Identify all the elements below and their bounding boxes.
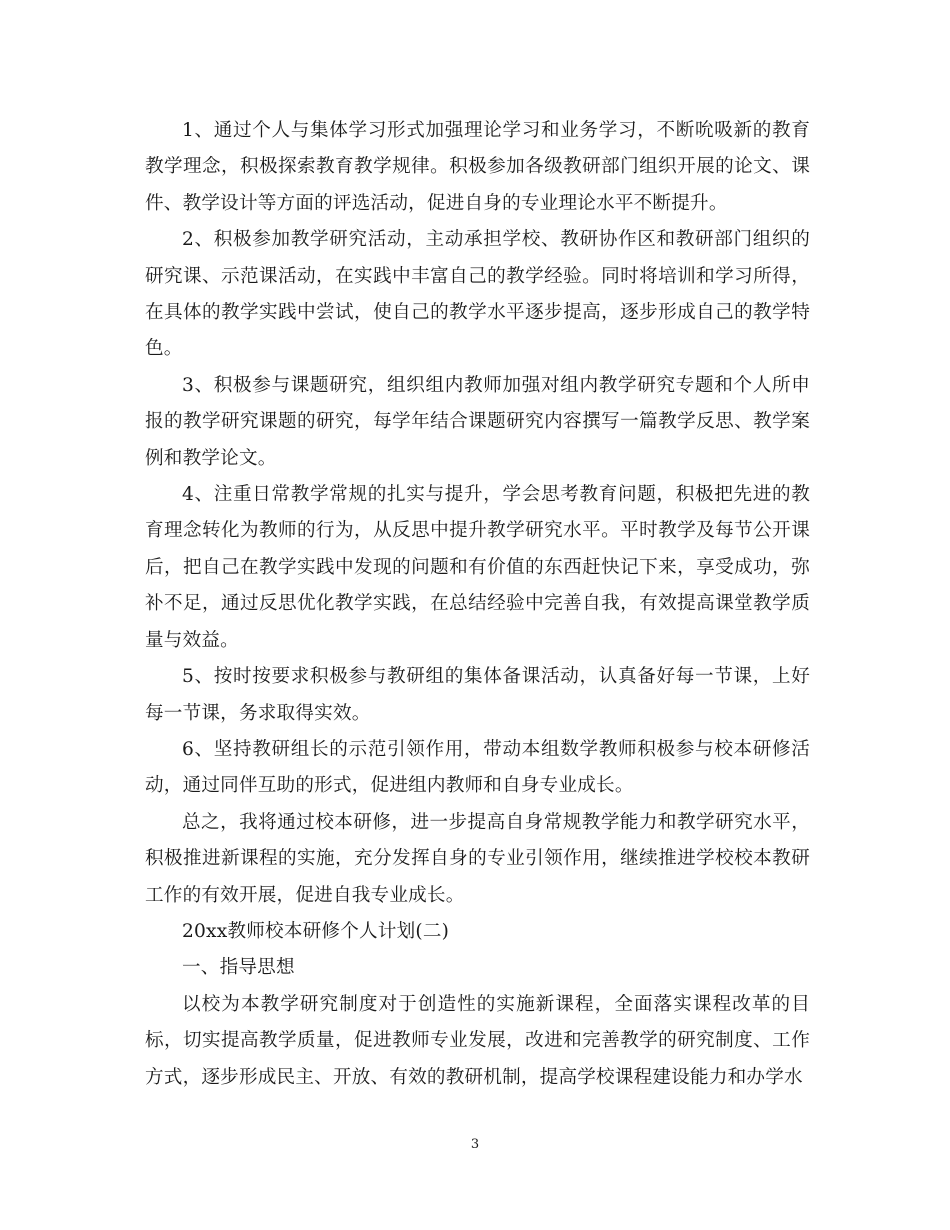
section-heading-guiding-ideology: 一、指导思想 [182,957,295,979]
document-body [145,113,810,1096]
page-number: 3 [470,1137,480,1152]
paragraph-item-4: 4、注重日常教学常规的扎实与提升，学会思考教育问题，积极把先进的教育理念转化为教师的行为，从反思中提升教学研究水平。平时教学及每节公开课后，把自己在教学实践中发现的问题和有价值的东西赶快记下来，享受成功，弥补不足，通过反思优化教学实践，在总结经验中完善自我，有效提高课堂教学质量与效益。 [145,484,810,651]
section-title: 20xx教师校本研修个人计划(二) [182,920,450,942]
paragraph-item-3: 3、积极参与课题研究，组织组内教师加强对组内教学研究专题和个人所申报的教学研究课题的研究，每学年结合课题研究内容撰写一篇教学反思、教学案例和教学论文。 [145,374,810,469]
paragraph-item-1: 1、通过个人与集体学习形式加强理论学习和业务学习，不断吮吸新的教育教学理念，积极探索教育教学规律。积极参加各级教研部门组织开展的论文、课件、教学设计等方面的评选活动，促进自身的专业理论水平不断提升。 [145,120,810,214]
paragraph-item-5: 5、按时按要求积极参与教研组的集体备课活动，认真备好每一节课，上好每一节课，务求取得实效。 [145,666,810,724]
paragraph-guiding-ideology: 以校为本教学研究制度对于创造性的实施新课程，全面落实课程改革的目标，切实提高教学质量，促进教师专业发展，改进和完善教学的研究制度、工作方式，逐步形成民主、开放、有效的教研机制，提高学校课程建设能力和办学水 [145,993,810,1088]
paragraph-item-2: 2、积极参加教学研究活动，主动承担学校、教研协作区和教研部门组织的研究课、示范课活动，在实践中丰富自己的教学经验。同时将培训和学习所得，在具体的教学实践中尝试，使自己的教学水平逐步提高，逐步形成自己的教学特色。 [145,229,810,360]
paragraph-item-6: 6、坚持教研组长的示范引领作用，带动本组数学教师积极参与校本研修活动，通过同伴互助的形式，促进组内教师和自身专业成长。 [145,738,810,797]
paragraph-summary: 总之，我将通过校本研修，进一步提高自身常规教学能力和教学研究水平，积极推进新课程的实施，充分发挥自身的专业引领作用，继续推进学校校本教研工作的有效开展，促进自我专业成长。 [145,811,810,906]
